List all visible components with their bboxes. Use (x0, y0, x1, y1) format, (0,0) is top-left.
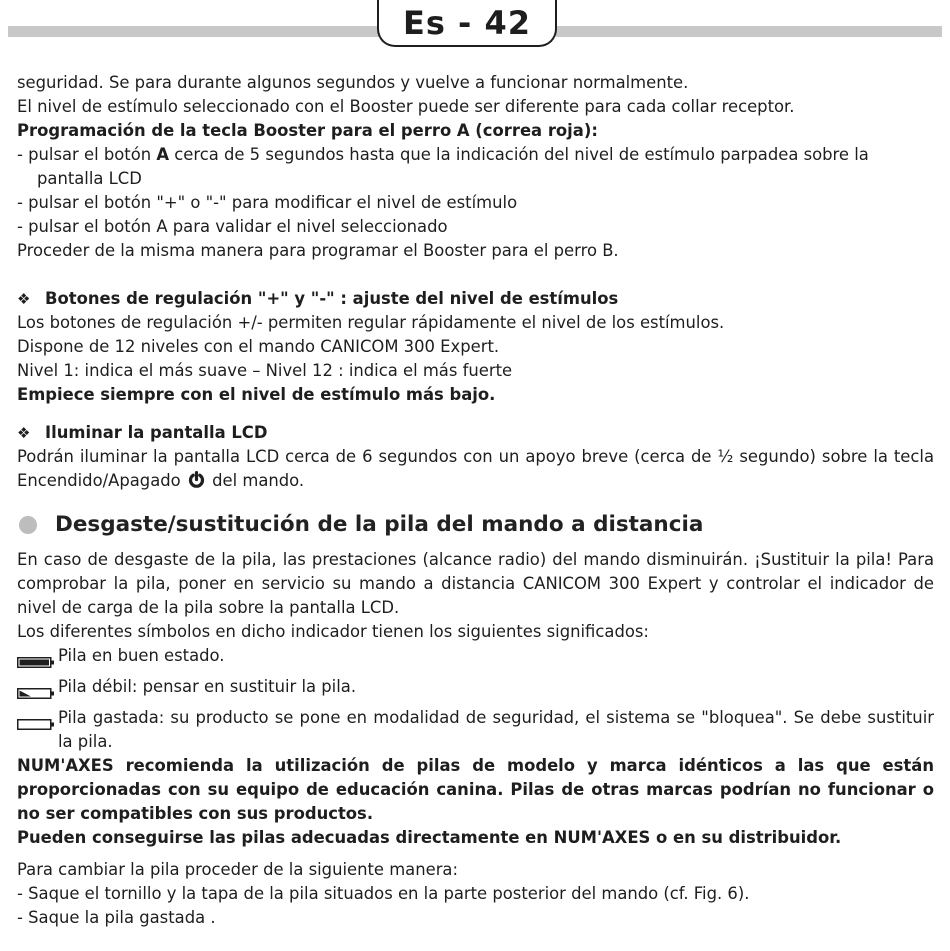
battery-paragraph-1: En caso de desgaste de la pila, las prestaciones (alcance radio) del mando disminuirán. ¡Sustituir la pila! Para comprobar la pila, poner en servicio su mando a distancia CANICOM 300 Expert y controlar el indicador de nivel de carga de la pila sobre la pantalla LCD. (17, 550, 934, 617)
header-rule-left (8, 26, 380, 37)
battery-state-empty: Pila gastada: su producto se pone en modalidad de seguridad, el sistema se "bloquea". Se debe sustituir la pila. (17, 706, 934, 754)
booster-step-1: - pulsar el botón A cerca de 5 segundos hasta que la indicación del nivel de estímulo parpadea sobre la pantalla LCD (17, 145, 869, 188)
regulation-line-2: Dispone de 12 niveles con el mando CANICOM 300 Expert. (17, 337, 500, 356)
power-icon (188, 471, 205, 496)
booster-closing: Proceder de la misma manera para programar el Booster para el perro B. (17, 241, 619, 260)
header-rule-right (556, 26, 942, 37)
regulation-line-3: Nivel 1: indica el más suave – Nivel 12 : indica el más fuerte (17, 361, 513, 380)
page-label: Es - 42 (403, 4, 531, 42)
intro-line-1: seguridad. Se para durante algunos segundos y vuelve a funcionar normalmente. (17, 73, 689, 92)
page-content (17, 71, 934, 930)
page-number-tab (377, 0, 557, 47)
battery-full-icon (17, 651, 55, 675)
battery-availability: Pueden conseguirse las pilas adecuadas directamente en NUM'AXES o en su distribuidor. (17, 828, 842, 847)
booster-step-2: - pulsar el botón "+" o "-" para modificar el nivel de estímulo (17, 193, 518, 212)
spacer (17, 540, 934, 548)
battery-empty-icon (17, 713, 55, 737)
battery-paragraph-2: Los diferentes símbolos en dicho indicador tienen los siguientes significados: (17, 622, 649, 641)
booster-step-3: - pulsar el botón A para validar el nivel seleccionado (17, 217, 448, 236)
change-intro: Para cambiar la pila proceder de la siguiente manera: (17, 860, 459, 879)
section-dot-icon (19, 516, 37, 534)
change-step-2: - Saque la pila gastada . (17, 908, 216, 927)
battery-recommendation: NUM'AXES recomienda la utilización de pilas de modelo y marca idénticos a las que están proporcionadas con su equipo de educación canina. Pilas de otras marcas podrían no funcionar o no ser compatibles con sus productos. (17, 756, 934, 823)
section-title: Desgaste/sustitución de la pila del mando a distancia (17, 510, 934, 540)
spacer (17, 850, 934, 858)
lcd-text: Podrán iluminar la pantalla LCD cerca de 6 segundos con un apoyo breve (cerca de ½ segundo) sobre la tecla Encendido/Apagado del mando. (17, 445, 934, 496)
lcd-heading: ❖ Iluminar la pantalla LCD (17, 421, 934, 445)
battery-state-weak: Pila débil: pensar en sustituir la pila. (17, 675, 934, 706)
battery-state-good: Pila en buen estado. (17, 644, 934, 675)
spacer (17, 407, 934, 421)
regulation-warning: Empiece siempre con el nivel de estímulo más bajo. (17, 385, 496, 404)
spacer (17, 263, 934, 287)
intro-line-2: El nivel de estímulo seleccionado con el Booster puede ser diferente para cada collar receptor. (17, 97, 795, 116)
regulation-line-1: Los botones de regulación +/- permiten regular rápidamente el nivel de los estímulos. (17, 313, 725, 332)
regulation-heading: ❖ Botones de regulación "+" y "-" : ajuste del nivel de estímulos (17, 287, 934, 311)
diamond-bullet-icon: ❖ (17, 290, 31, 308)
battery-low-icon (17, 682, 55, 706)
booster-heading: Programación de la tecla Booster para el perro A (correa roja): (17, 121, 598, 140)
change-step-1: - Saque el tornillo y la tapa de la pila situados en la parte posterior del mando (cf. Fig. 6). (17, 884, 750, 903)
spacer (17, 496, 934, 510)
diamond-bullet-icon: ❖ (17, 424, 31, 442)
